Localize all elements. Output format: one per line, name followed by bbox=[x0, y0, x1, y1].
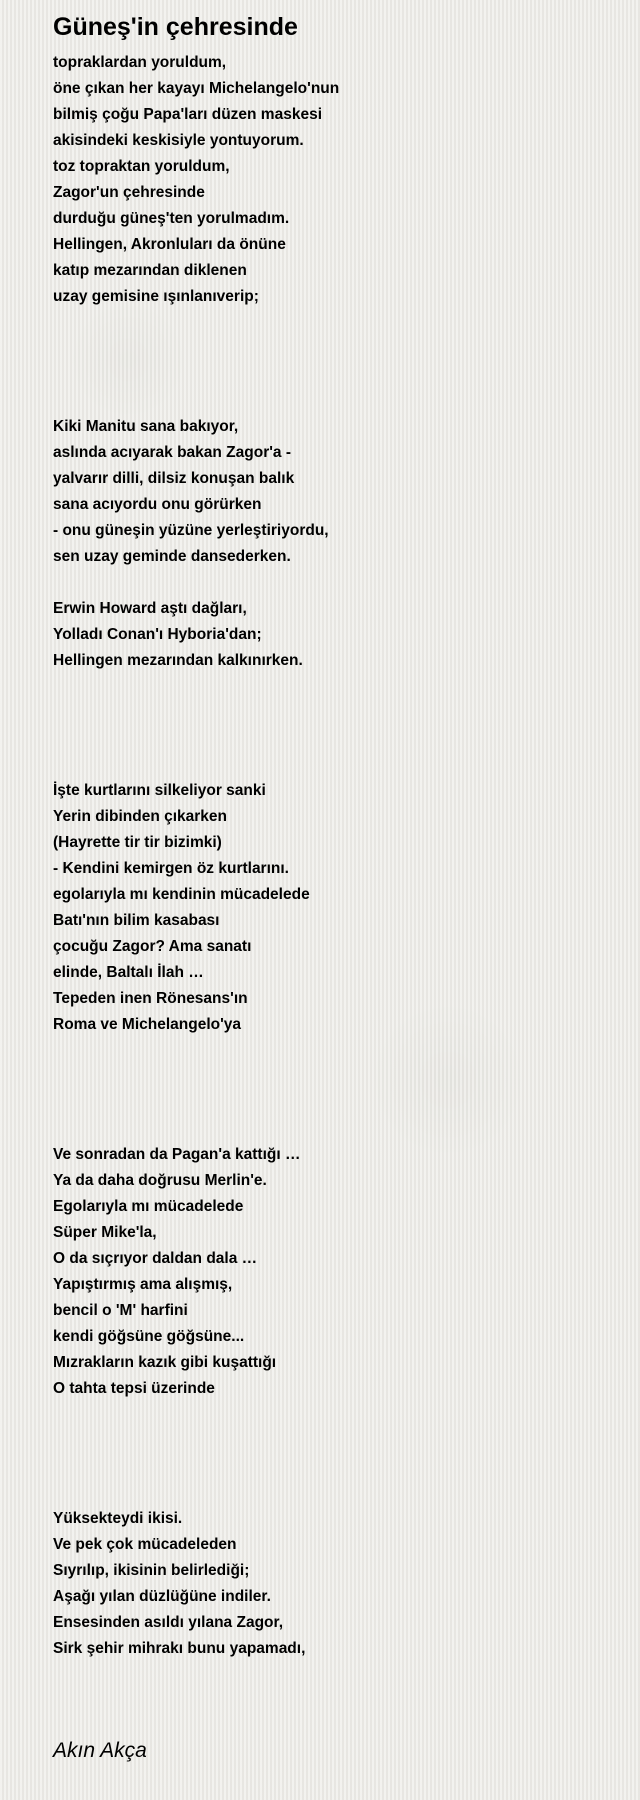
stanza-spacer bbox=[53, 1038, 613, 1142]
poem-line: Tepeden inen Rönesans'ın bbox=[53, 990, 248, 1007]
stanza-4 bbox=[53, 778, 613, 1038]
poem-line: Egolarıyla mı mücadelede bbox=[53, 1198, 244, 1215]
poem-line: Batı'nın bilim kasabası bbox=[53, 912, 220, 929]
poem-line: Sıyrılıp, ikisinin belirlediği; bbox=[53, 1562, 250, 1579]
poem-line: Yolladı Conan'ı Hyboria'dan; bbox=[53, 626, 262, 643]
stanza-5 bbox=[53, 1142, 613, 1402]
poem-line: (Hayrette tir tir bizimki) bbox=[53, 834, 222, 851]
poem-line: egolarıyla mı kendinin mücadelede bbox=[53, 886, 310, 903]
poem-line: aslında acıyarak bakan Zagor'a - bbox=[53, 444, 292, 461]
poem-line: Yüksekteydi ikisi. bbox=[53, 1510, 183, 1527]
poem-author: Akın Akça bbox=[53, 1739, 147, 1762]
poem-line: Erwin Howard aştı dağları, bbox=[53, 600, 247, 617]
poem-line: akisindeki keskisiyle yontuyorum. bbox=[53, 132, 304, 149]
poem-line: topraklardan yoruldum, bbox=[53, 54, 227, 71]
poem-line: bilmiş çoğu Papa'ları düzen maskesi bbox=[53, 106, 323, 123]
poem-line: Kiki Manitu sana bakıyor, bbox=[53, 418, 239, 435]
poem-line: O da sıçrıyor daldan dala … bbox=[53, 1250, 258, 1267]
poem-line: Aşağı yılan düzlüğüne indiler. bbox=[53, 1588, 271, 1605]
poem-body bbox=[53, 50, 613, 1662]
poem-line: Ensesinden asıldı yılana Zagor, bbox=[53, 1614, 283, 1631]
poem-line: öne çıkan her kayayı Michelangelo'nun bbox=[53, 80, 340, 97]
poem-line: Ya da daha doğrusu Merlin'e. bbox=[53, 1172, 267, 1189]
stanza-1 bbox=[53, 50, 613, 310]
poem-line: Roma ve Michelangelo'ya bbox=[53, 1016, 242, 1033]
poem-line: Mızrakların kazık gibi kuşattığı bbox=[53, 1354, 277, 1371]
poem-line: sana acıyordu onu görürken bbox=[53, 496, 262, 513]
poem-line: çocuğu Zagor? Ama sanatı bbox=[53, 938, 252, 955]
poem-line: bencil o 'M' harfini bbox=[53, 1302, 188, 1319]
poem-line: kendi göğsüne göğsüne... bbox=[53, 1328, 245, 1345]
poem-line: sen uzay geminde dansederken. bbox=[53, 548, 291, 565]
poem-line: Hellingen, Akronluları da önüne bbox=[53, 236, 286, 253]
poem-title: Güneş'in çehresinde bbox=[53, 13, 298, 41]
poem-line: - onu güneşin yüzüne yerleştiriyordu, bbox=[53, 522, 329, 539]
poem-line: toz topraktan yoruldum, bbox=[53, 158, 230, 175]
stanza-spacer bbox=[53, 1402, 613, 1506]
stanza-3 bbox=[53, 596, 613, 674]
poem-line: durduğu güneş'ten yorulmadım. bbox=[53, 210, 290, 227]
poem-line: katıp mezarından diklenen bbox=[53, 262, 247, 279]
poem-line: Sirk şehir mihrakı bunu yapamadı, bbox=[53, 1640, 306, 1657]
stanza-spacer bbox=[53, 570, 613, 596]
poem-line: Yapıştırmış ama alışmış, bbox=[53, 1276, 233, 1293]
poem-line: Ve sonradan da Pagan'a kattığı … bbox=[53, 1146, 301, 1163]
poem-line: Ve pek çok mücadeleden bbox=[53, 1536, 237, 1553]
poem-line: elinde, Baltalı İlah … bbox=[53, 964, 204, 981]
stanza-spacer bbox=[53, 310, 613, 414]
poem-line: Hellingen mezarından kalkınırken. bbox=[53, 652, 303, 669]
poem-line: Süper Mike'la, bbox=[53, 1224, 157, 1241]
poem-line: Zagor'un çehresinde bbox=[53, 184, 205, 201]
stanza-2 bbox=[53, 414, 613, 570]
stanza-6 bbox=[53, 1506, 613, 1662]
poem-line: - Kendini kemirgen öz kurtlarını. bbox=[53, 860, 289, 877]
poem-line: O tahta tepsi üzerinde bbox=[53, 1380, 215, 1397]
poem-line: yalvarır dilli, dilsiz konuşan balık bbox=[53, 470, 295, 487]
poem-line: uzay gemisine ışınlanıverip; bbox=[53, 288, 259, 305]
poem-line: Yerin dibinden çıkarken bbox=[53, 808, 228, 825]
poem-line: İşte kurtlarını silkeliyor sanki bbox=[53, 782, 266, 799]
stanza-spacer bbox=[53, 674, 613, 778]
